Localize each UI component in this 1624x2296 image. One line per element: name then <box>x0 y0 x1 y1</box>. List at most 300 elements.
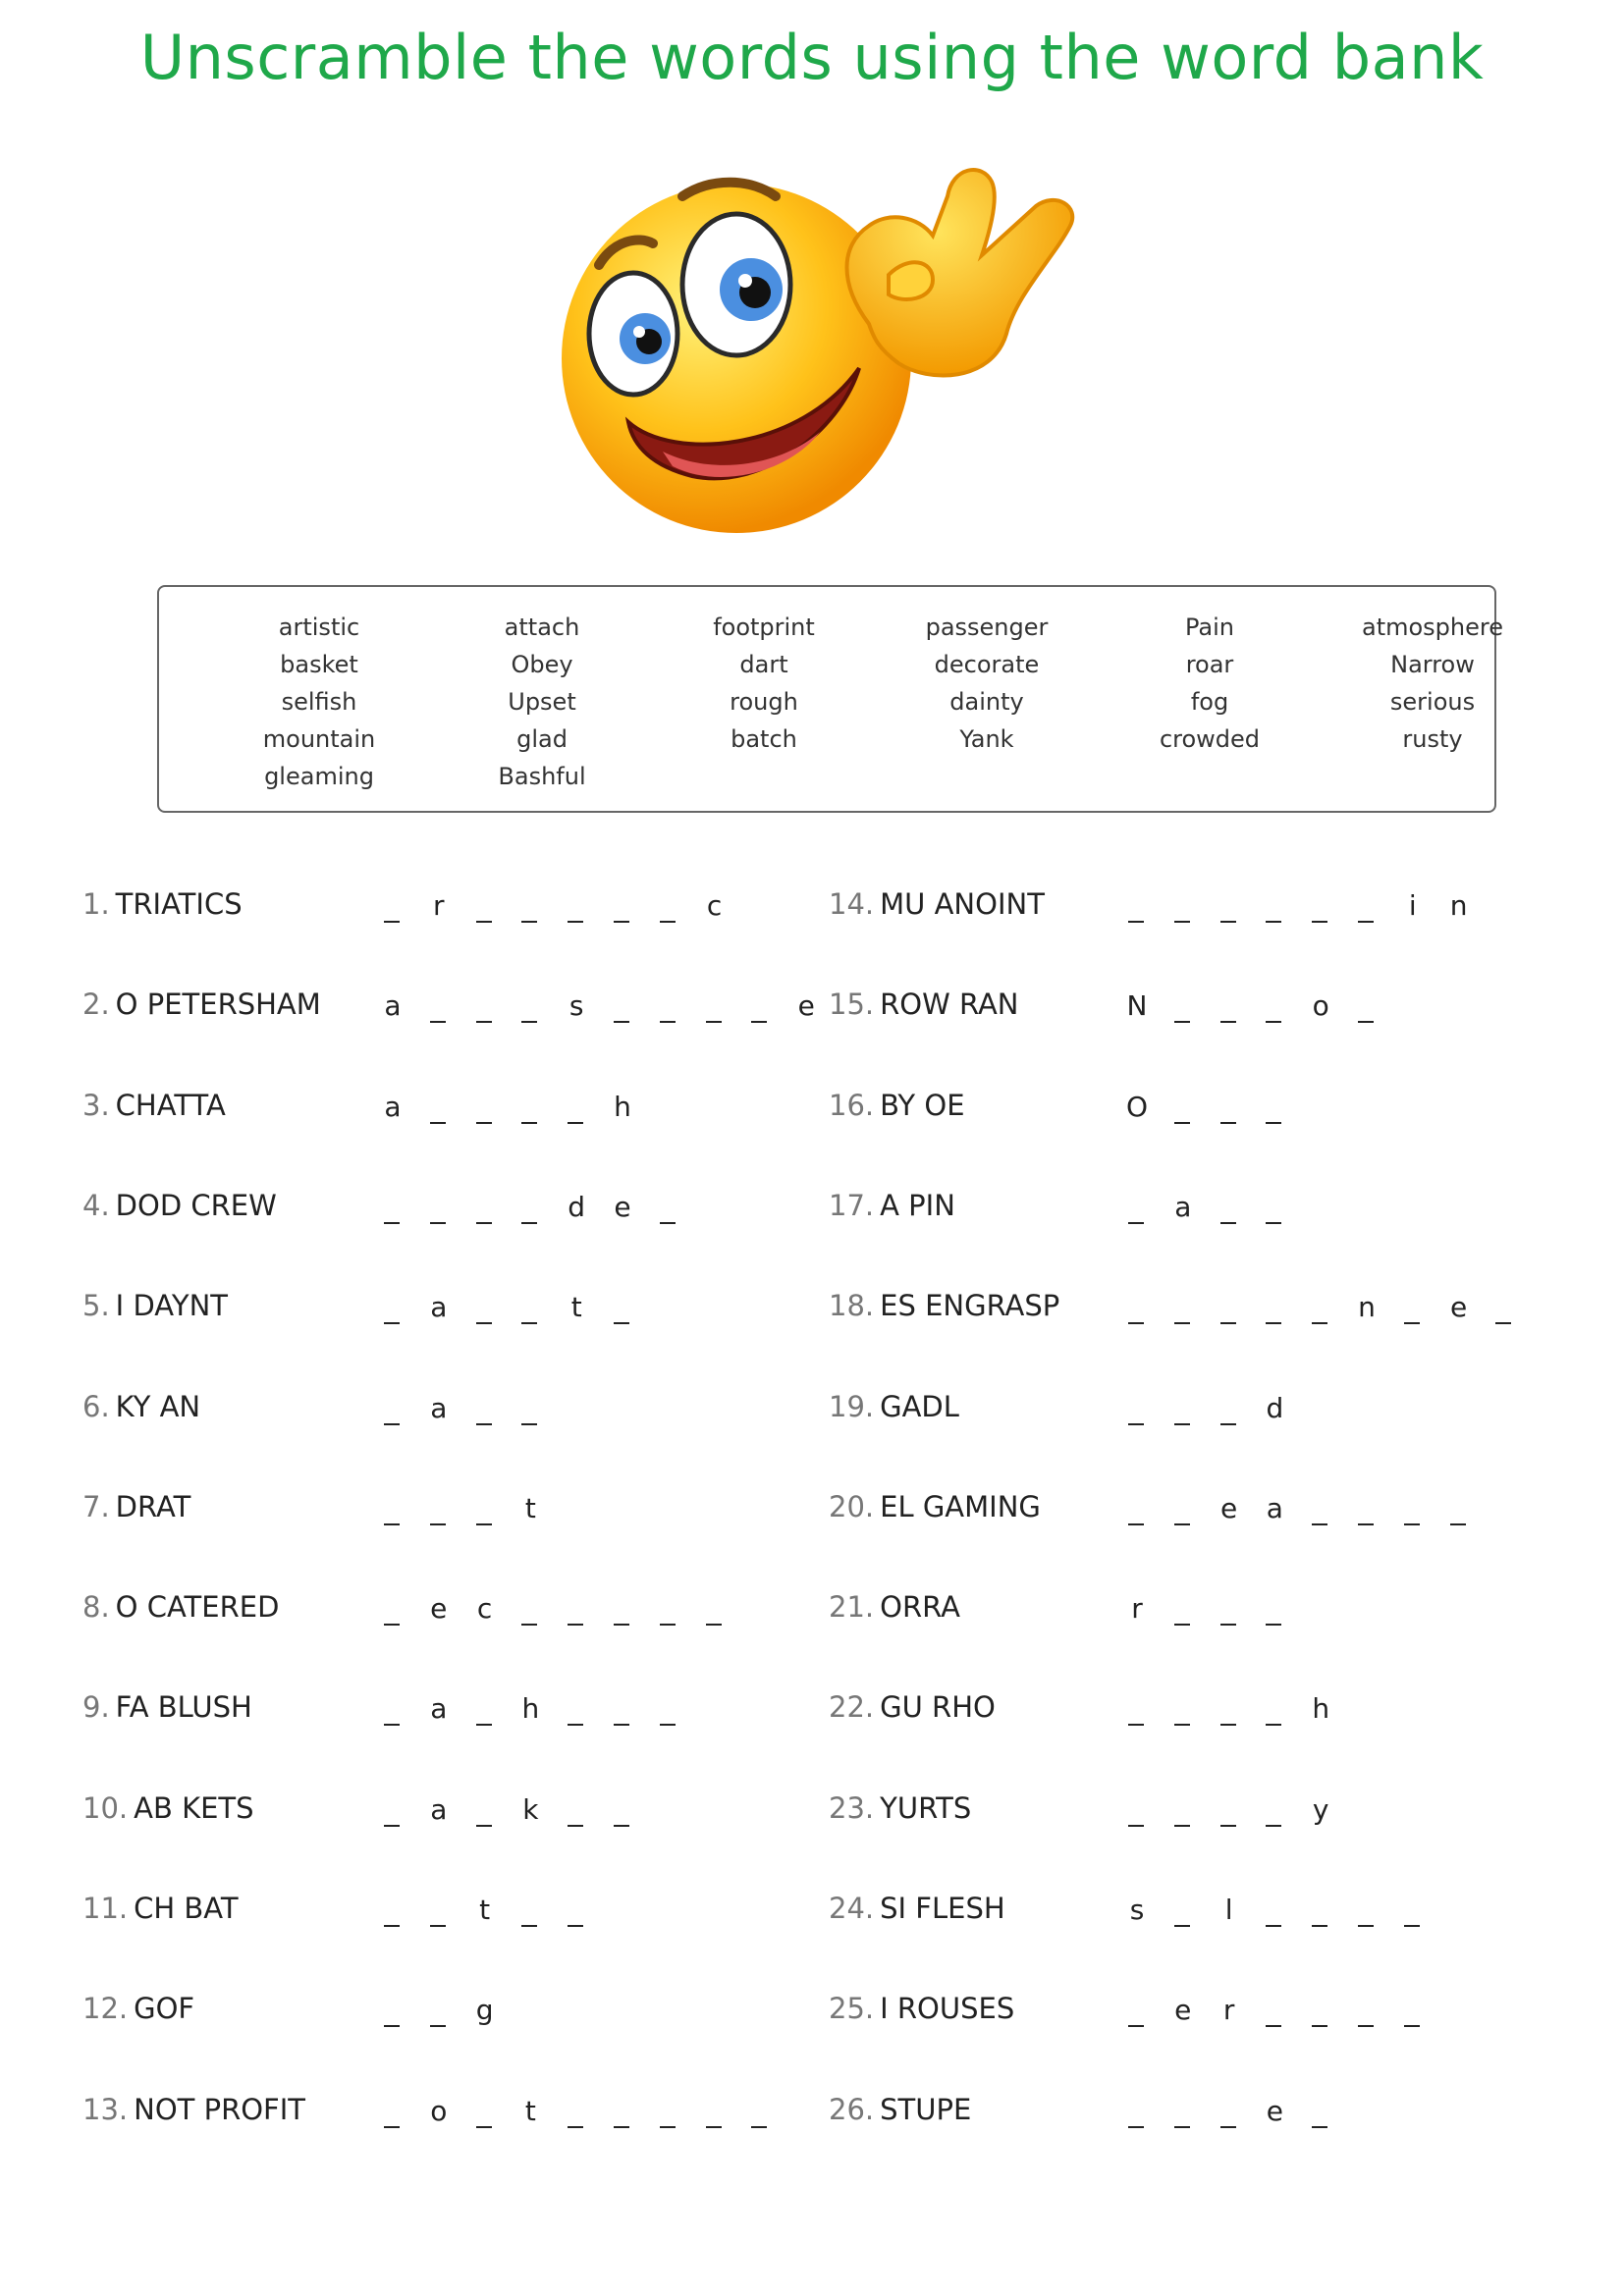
letter-blank[interactable] <box>1171 1692 1195 1732</box>
scrambled-word: CH BAT <box>134 1892 239 1925</box>
letter-blank[interactable] <box>1125 1392 1149 1431</box>
blank-underline <box>751 2126 767 2128</box>
item-number: 24. <box>829 1892 875 1925</box>
letter-blank[interactable] <box>1171 1392 1195 1431</box>
word-bank-word: basket <box>280 651 358 678</box>
letter-blank[interactable] <box>1218 889 1241 929</box>
letter-blank[interactable] <box>427 1191 451 1230</box>
blank-underline <box>384 1222 400 1224</box>
given-letter: a <box>384 1090 402 1123</box>
blank-underline <box>1174 1724 1190 1726</box>
letter-blank[interactable] <box>1492 1291 1516 1330</box>
blank-underline <box>568 1724 583 1726</box>
exercise-item <box>82 1289 228 1328</box>
letter-blank[interactable] <box>518 1392 542 1431</box>
letter-blank[interactable] <box>565 1091 588 1130</box>
given-letter: l <box>1224 1894 1233 1926</box>
letter-blank[interactable] <box>1125 1793 1149 1833</box>
letter-blank[interactable] <box>1125 1492 1149 1531</box>
blank-underline <box>1312 1523 1327 1525</box>
word-bank-word: Yank <box>959 725 1014 753</box>
blank-underline <box>1266 1925 1281 1927</box>
blank-underline <box>1128 1523 1144 1525</box>
blank-underline <box>614 1021 629 1023</box>
given-letter: O <box>1125 1090 1149 1123</box>
letter-blank[interactable] <box>1355 989 1379 1029</box>
item-number: 2. <box>82 988 110 1022</box>
letter-blank[interactable] <box>473 1091 497 1130</box>
letter-blank[interactable] <box>611 989 634 1029</box>
blank-underline <box>521 1925 537 1927</box>
blank-underline <box>1174 1322 1190 1324</box>
letter-blank[interactable] <box>1171 1793 1195 1833</box>
letter-blank[interactable] <box>1263 1091 1286 1130</box>
blank-underline <box>1174 1021 1190 1023</box>
letter-blank[interactable] <box>611 2095 634 2134</box>
blank-underline <box>521 1624 537 1626</box>
letter-blank[interactable] <box>611 1291 634 1330</box>
letter-blank[interactable] <box>657 989 680 1029</box>
given-letter: g <box>475 1994 494 2027</box>
item-number: 17. <box>829 1188 875 1222</box>
letter-blank[interactable] <box>518 889 542 929</box>
blank-underline <box>521 1222 537 1224</box>
blank-underline <box>751 1021 767 1023</box>
blank-underline <box>568 921 583 923</box>
blank-underline <box>430 1523 446 1525</box>
given-letter: e <box>1449 1291 1468 1324</box>
word-bank-word: batch <box>731 725 797 753</box>
blank-underline <box>1220 1222 1236 1224</box>
scrambled-word: KY AN <box>115 1389 201 1423</box>
letter-blank[interactable] <box>565 1894 588 1933</box>
letter-blank[interactable] <box>381 1191 405 1230</box>
word-bank-word: atmosphere <box>1362 614 1503 641</box>
letter-blank[interactable] <box>381 1392 405 1431</box>
letter-blank[interactable] <box>1401 1994 1425 2033</box>
letter-blank[interactable] <box>427 1894 451 1933</box>
given-letter: e <box>430 1592 448 1626</box>
item-number: 23. <box>829 1790 875 1825</box>
given-letter: k <box>522 1792 539 1826</box>
scrambled-word: I DAYNT <box>115 1289 228 1323</box>
word-bank-word: dainty <box>949 688 1024 716</box>
blank-underline <box>384 1423 400 1425</box>
blank-underline <box>1174 1624 1190 1626</box>
blank-underline <box>476 1322 492 1324</box>
word-bank-word: Obey <box>511 651 573 678</box>
letter-blank[interactable] <box>381 1793 405 1833</box>
letter-blank[interactable] <box>657 889 680 929</box>
letter-blank[interactable] <box>1263 1894 1286 1933</box>
letter-blank[interactable] <box>473 1492 497 1531</box>
letter-blank[interactable] <box>381 2095 405 2134</box>
blank-underline <box>1404 1925 1420 1927</box>
given-letter: N <box>1126 989 1148 1023</box>
letter-blank[interactable] <box>703 2095 727 2134</box>
scrambled-word: ES ENGRASP <box>880 1289 1060 1323</box>
scrambled-word: O CATERED <box>115 1590 280 1625</box>
blank-underline <box>1174 1423 1190 1425</box>
letter-blank[interactable] <box>1125 1191 1149 1230</box>
item-number: 4. <box>82 1188 110 1222</box>
letter-blank[interactable] <box>1401 1492 1425 1531</box>
item-number: 13. <box>82 2092 129 2126</box>
blank-underline <box>1174 1925 1190 1927</box>
item-number: 21. <box>829 1590 875 1625</box>
item-number: 3. <box>82 1088 110 1122</box>
scrambled-word: GADL <box>880 1389 959 1423</box>
blank-underline <box>1266 1724 1281 1726</box>
scrambled-word: ROW RAN <box>880 988 1019 1022</box>
letter-blank[interactable] <box>657 1692 680 1732</box>
word-bank-word: serious <box>1389 688 1476 716</box>
letter-blank[interactable] <box>565 2095 588 2134</box>
blank-underline <box>1220 1724 1236 1726</box>
exercise-item <box>82 1490 190 1529</box>
letter-blank[interactable] <box>1355 1994 1379 2033</box>
blank-underline <box>1174 1825 1190 1827</box>
blank-underline <box>568 2126 583 2128</box>
letter-blank[interactable] <box>1263 1291 1286 1330</box>
letter-blank[interactable] <box>427 1091 451 1130</box>
word-bank-word: passenger <box>925 614 1049 641</box>
letter-blank[interactable] <box>1263 889 1286 929</box>
word-bank-word: Upset <box>508 688 576 716</box>
item-number: 12. <box>82 1992 129 2026</box>
blank-underline <box>614 1624 629 1626</box>
blank-underline <box>660 921 676 923</box>
item-number: 15. <box>829 988 875 1022</box>
scrambled-word: TRIATICS <box>115 887 243 921</box>
blank-underline <box>521 1122 537 1124</box>
given-letter: d <box>568 1190 586 1223</box>
letter-blank[interactable] <box>518 989 542 1029</box>
blank-underline <box>521 921 537 923</box>
given-letter: a <box>430 1391 448 1424</box>
letter-blank[interactable] <box>748 2095 772 2134</box>
letter-blank[interactable] <box>1171 1894 1195 1933</box>
letter-blank[interactable] <box>565 889 588 929</box>
scrambled-word: BY OE <box>880 1088 965 1122</box>
letter-blank[interactable] <box>657 1191 680 1230</box>
item-number: 10. <box>82 1790 129 1825</box>
exercise-item <box>82 1089 226 1128</box>
letter-blank[interactable] <box>611 1592 634 1631</box>
blank-underline <box>430 1925 446 1927</box>
blank-underline <box>660 2126 676 2128</box>
given-letter: c <box>476 1592 493 1626</box>
blank-underline <box>568 1925 583 1927</box>
letter-blank[interactable] <box>611 1793 634 1833</box>
exercise-item <box>829 1992 1014 2031</box>
letter-blank[interactable] <box>1263 989 1286 1029</box>
blank-underline <box>476 1825 492 1827</box>
blank-underline <box>1220 2126 1236 2128</box>
letter-blank[interactable] <box>1309 2095 1332 2134</box>
letter-blank[interactable] <box>1125 1994 1149 2033</box>
blank-underline <box>384 1825 400 1827</box>
letter-blank[interactable] <box>565 1592 588 1631</box>
given-letter: y <box>1312 1792 1329 1826</box>
letter-blank[interactable] <box>473 1793 497 1833</box>
letter-blank[interactable] <box>1218 1592 1241 1631</box>
letter-blank[interactable] <box>1125 2095 1149 2134</box>
blank-underline <box>1358 2025 1374 2027</box>
letter-blank[interactable] <box>1309 1994 1332 2033</box>
scrambled-word: GU RHO <box>880 1690 996 1725</box>
letter-blank[interactable] <box>1355 1492 1379 1531</box>
word-bank-column <box>434 609 650 795</box>
letter-blank[interactable] <box>703 989 727 1029</box>
exercise-item <box>82 1690 252 1730</box>
blank-underline <box>1495 1322 1511 1324</box>
blank-underline <box>1220 921 1236 923</box>
given-letter: h <box>614 1090 631 1123</box>
blank-underline <box>706 1624 722 1626</box>
blank-underline <box>476 1724 492 1726</box>
blank-underline <box>1312 1322 1327 1324</box>
letter-blank[interactable] <box>473 1692 497 1732</box>
given-letter: h <box>521 1692 540 1726</box>
scrambled-word: CHATTA <box>115 1088 226 1122</box>
blank-underline <box>568 1624 583 1626</box>
word-bank-word: dart <box>739 651 788 678</box>
given-letter: a <box>1174 1190 1192 1223</box>
blank-underline <box>614 921 629 923</box>
word-bank-word: decorate <box>934 651 1040 678</box>
item-number: 20. <box>829 1489 875 1523</box>
given-letter: n <box>1358 1291 1376 1324</box>
letter-blank[interactable] <box>518 1592 542 1631</box>
blank-underline <box>384 1322 400 1324</box>
item-number: 19. <box>829 1389 875 1423</box>
word-bank-word: glad <box>516 725 568 753</box>
exercise-item <box>82 2093 305 2132</box>
letter-blank[interactable] <box>748 989 772 1029</box>
letter-blank[interactable] <box>1171 889 1195 929</box>
blank-underline <box>1128 1423 1144 1425</box>
letter-blank[interactable] <box>1401 1291 1425 1330</box>
exercise-item <box>829 1791 971 1831</box>
letter-blank[interactable] <box>657 2095 680 2134</box>
blank-underline <box>1220 1624 1236 1626</box>
letter-blank[interactable] <box>1218 989 1241 1029</box>
item-number: 16. <box>829 1088 875 1122</box>
exercise-item <box>829 988 1019 1027</box>
letter-blank[interactable] <box>1309 889 1332 929</box>
blank-underline <box>1128 1724 1144 1726</box>
given-letter: a <box>430 1291 448 1324</box>
letter-blank[interactable] <box>473 989 497 1029</box>
blank-underline <box>1174 921 1190 923</box>
letter-blank[interactable] <box>427 1994 451 2033</box>
letter-blank[interactable] <box>381 889 405 929</box>
letter-blank[interactable] <box>518 1894 542 1933</box>
blank-underline <box>430 1122 446 1124</box>
letter-blank[interactable] <box>1218 1191 1241 1230</box>
blank-underline <box>706 1021 722 1023</box>
scrambled-word: O PETERSHAM <box>115 988 321 1022</box>
blank-underline <box>521 1021 537 1023</box>
word-bank-word: footprint <box>713 614 815 641</box>
scrambled-word: EL GAMING <box>880 1489 1041 1523</box>
blank-underline <box>476 1122 492 1124</box>
given-letter: r <box>433 889 445 922</box>
letter-blank[interactable] <box>1171 2095 1195 2134</box>
letter-blank[interactable] <box>473 1392 497 1431</box>
letter-blank[interactable] <box>1309 1492 1332 1531</box>
letter-blank[interactable] <box>1171 1592 1195 1631</box>
letter-blank[interactable] <box>1125 1291 1149 1330</box>
scrambled-word: NOT PROFIT <box>134 2092 305 2126</box>
letter-blank[interactable] <box>518 1291 542 1330</box>
letter-blank[interactable] <box>1263 1191 1286 1230</box>
letter-blank[interactable] <box>1263 1692 1286 1732</box>
blank-underline <box>1312 921 1327 923</box>
given-letter: n <box>1449 889 1468 922</box>
letter-blank[interactable] <box>473 1291 497 1330</box>
blank-underline <box>1128 1222 1144 1224</box>
blank-underline <box>1266 1021 1281 1023</box>
given-letter: a <box>1266 1491 1283 1524</box>
letter-blank[interactable] <box>1263 1592 1286 1631</box>
blank-underline <box>1174 2126 1190 2128</box>
letter-blank[interactable] <box>1355 889 1379 929</box>
given-letter: e <box>614 1190 631 1223</box>
scrambled-word: GOF <box>134 1992 195 2026</box>
scrambled-word: I ROUSES <box>880 1992 1015 2026</box>
letter-blank[interactable] <box>565 1793 588 1833</box>
letter-blank[interactable] <box>1218 1291 1241 1330</box>
blank-underline <box>1404 2025 1420 2027</box>
blank-underline <box>476 1523 492 1525</box>
given-letter: o <box>430 2094 448 2127</box>
letter-blank[interactable] <box>518 1191 542 1230</box>
blank-underline <box>1174 1122 1190 1124</box>
blank-underline <box>384 2126 400 2128</box>
blank-underline <box>614 1724 629 1726</box>
letter-blank[interactable] <box>565 1692 588 1732</box>
word-bank-word: Narrow <box>1390 651 1475 678</box>
exercise-item <box>82 1892 239 1931</box>
blank-underline <box>1312 2025 1327 2027</box>
letter-blank[interactable] <box>473 2095 497 2134</box>
given-letter: c <box>706 889 723 922</box>
blank-underline <box>1312 1925 1327 1927</box>
blank-underline <box>384 1523 400 1525</box>
letter-blank[interactable] <box>473 889 497 929</box>
letter-blank[interactable] <box>381 1894 405 1933</box>
letter-blank[interactable] <box>1218 2095 1241 2134</box>
letter-blank[interactable] <box>1263 1994 1286 2033</box>
blank-underline <box>1266 921 1281 923</box>
word-bank-column <box>879 609 1095 758</box>
letter-blank[interactable] <box>1355 1894 1379 1933</box>
blank-underline <box>1404 1523 1420 1525</box>
word-bank-box <box>157 585 1503 813</box>
scrambled-word: MU ANOINT <box>880 887 1045 921</box>
letter-blank[interactable] <box>1218 1392 1241 1431</box>
letter-blank[interactable] <box>1171 989 1195 1029</box>
item-number: 9. <box>82 1690 110 1725</box>
letter-blank[interactable] <box>381 1291 405 1330</box>
given-letter: a <box>430 1692 448 1726</box>
blank-underline <box>1450 1523 1466 1525</box>
letter-blank[interactable] <box>1309 1291 1332 1330</box>
blank-underline <box>430 1222 446 1224</box>
blank-underline <box>614 1825 629 1827</box>
letter-blank[interactable] <box>1401 1894 1425 1933</box>
blank-underline <box>1128 2126 1144 2128</box>
given-letter: d <box>1266 1391 1284 1424</box>
blank-underline <box>476 1021 492 1023</box>
letter-blank[interactable] <box>1263 1793 1286 1833</box>
letter-blank[interactable] <box>381 1994 405 2033</box>
letter-blank[interactable] <box>518 1091 542 1130</box>
blank-underline <box>1266 1122 1281 1124</box>
blank-underline <box>568 1122 583 1124</box>
blank-underline <box>521 1423 537 1425</box>
blank-underline <box>568 1825 583 1827</box>
item-number: 18. <box>829 1289 875 1323</box>
letter-blank[interactable] <box>1218 1692 1241 1732</box>
given-letter: t <box>524 1491 536 1524</box>
exercise-item <box>82 1590 279 1629</box>
exercise-item <box>82 1390 200 1429</box>
letter-blank[interactable] <box>1218 1091 1241 1130</box>
word-bank-word: attach <box>504 614 580 641</box>
letter-blank[interactable] <box>611 1692 634 1732</box>
letter-blank[interactable] <box>1171 1492 1195 1531</box>
letter-blank[interactable] <box>1218 1793 1241 1833</box>
blank-underline <box>660 1624 676 1626</box>
letter-blank[interactable] <box>611 889 634 929</box>
given-letter: i <box>1408 889 1417 922</box>
letter-blank[interactable] <box>1125 1692 1149 1732</box>
item-number: 5. <box>82 1289 110 1323</box>
letter-blank[interactable] <box>381 1692 405 1732</box>
letter-blank[interactable] <box>1125 889 1149 929</box>
letter-blank[interactable] <box>1171 1091 1195 1130</box>
letter-blank[interactable] <box>381 1592 405 1631</box>
letter-blank[interactable] <box>381 1492 405 1531</box>
exercise-item <box>82 1791 254 1831</box>
blank-underline <box>476 1423 492 1425</box>
scrambled-word: STUPE <box>880 2092 972 2126</box>
word-bank-word: rusty <box>1402 725 1463 753</box>
letter-blank[interactable] <box>703 1592 727 1631</box>
exercise-item <box>82 887 243 927</box>
letter-blank[interactable] <box>427 989 451 1029</box>
letter-blank[interactable] <box>657 1592 680 1631</box>
word-bank-word: mountain <box>262 725 376 753</box>
given-letter: r <box>1222 1994 1235 2027</box>
letter-blank[interactable] <box>1171 1291 1195 1330</box>
letter-blank[interactable] <box>1309 1894 1332 1933</box>
scrambled-word: YURTS <box>880 1790 972 1825</box>
letter-blank[interactable] <box>427 1492 451 1531</box>
word-bank-word: gleaming <box>264 763 374 790</box>
letter-blank[interactable] <box>1447 1492 1471 1531</box>
blank-underline <box>1266 1825 1281 1827</box>
blank-underline <box>1358 1925 1374 1927</box>
given-letter: t <box>570 1291 582 1324</box>
blank-underline <box>1128 2025 1144 2027</box>
word-bank-column <box>656 609 872 758</box>
blank-underline <box>384 1624 400 1626</box>
letter-blank[interactable] <box>473 1191 497 1230</box>
